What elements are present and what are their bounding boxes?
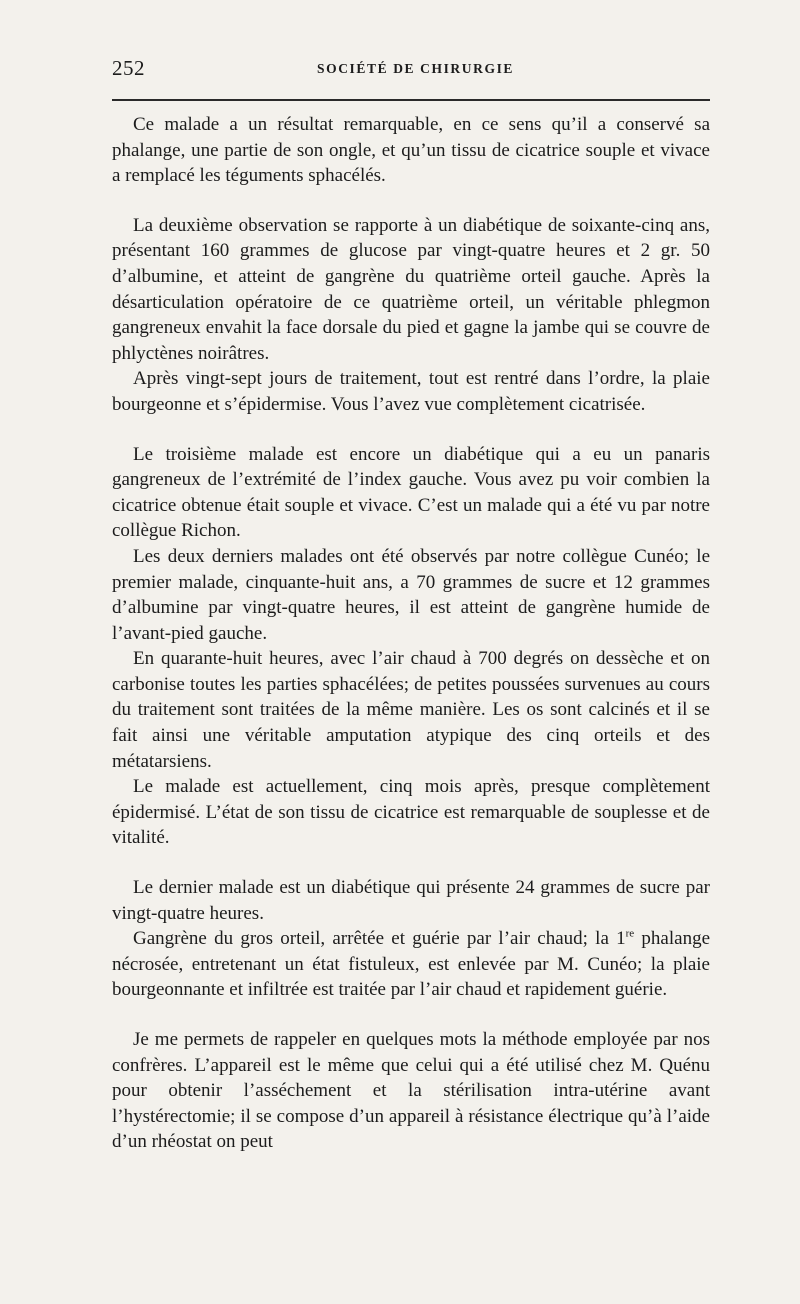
paragraph: Les deux derniers malades ont été observés par notre collègue Cunéo; le premier malade, cinquante-huit ans, a 70 grammes de sucre et 12 grammes d’albumine par vingt-quatre heures, il est atteint de gangrène humide de l’avant-pied gauche. xyxy=(112,545,710,644)
header-rule xyxy=(112,99,710,101)
paragraph-text: Gangrène du gros orteil, arrêtée et guérie par l’air chaud; la 1 xyxy=(133,928,626,950)
paragraph-text: phalange nécrosée, entretenant un état fistuleux, est enlevée par M. Cunéo; la plaie bourgeonnante et infiltrée est traitée par l’air chaud et rapidement guérie. xyxy=(112,928,711,1001)
paragraph: Après vingt-sept jours de traitement, tout est rentré dans l’ordre, la plaie bourgeonne et s’épidermise. Vous l’avez vue complètement cicatrisée. xyxy=(112,368,710,415)
paragraph: Le dernier malade est un diabétique qui présente 24 grammes de sucre par vingt-quatre heures. xyxy=(112,877,710,924)
ordinal-superscript: re xyxy=(625,927,635,940)
paragraph: En quarante-huit heures, avec l’air chaud à 700 degrés on dessèche et on carbonise toutes les parties sphacélées; de petites poussées survenues au cours du traitement sont traitées de la même manière. Les os sont calcinés et il se fait ainsi une véritable amputation atypique des cinq orteils et des métatarsiens. xyxy=(112,648,710,772)
paragraph: La deuxième observation se rapporte à un diabétique de soixante-cinq ans, présentant 160 grammes de glucose par vingt-quatre heures et 2 gr. 50 d’albumine, et atteint de gangrène du quatrième orteil gauche. Après la désarticulation opératoire de ce quatrième orteil, un véritable phlegmon gangreneux envahit la face dorsale du pied et gagne la jambe qui se couvre de phlyctènes noirâtres. xyxy=(112,214,710,364)
paragraph: Ce malade a un résultat remarquable, en ce sens qu’il a conservé sa phalange, une partie de son ongle, et qu’un tissu de cicatrice souple et vivace a remplacé les téguments sphacélés. xyxy=(112,114,710,187)
page-header xyxy=(112,56,710,86)
body-text xyxy=(112,112,710,1155)
paragraph xyxy=(112,926,710,1003)
paragraph: Le troisième malade est encore un diabétique qui a eu un panaris gangreneux de l’extrémité de l’index gauche. Vous avez pu voir combien la cicatrice obtenue était souple et vivace. C’est un malade qui a été vu par notre collègue Richon. xyxy=(112,443,710,542)
page-number: 252 xyxy=(112,56,145,80)
paragraph: Le malade est actuellement, cinq mois après, presque complètement épidermisé. L’état de son tissu de cicatrice est remarquable de souplesse et de vitalité. xyxy=(112,776,710,849)
running-head: SOCIÉTÉ DE CHIRURGIE xyxy=(317,61,515,76)
paragraph: Je me permets de rappeler en quelques mots la méthode employée par nos confrères. L’appareil est le même que celui qui a été utilisé chez M. Quénu pour obtenir l’asséchement et la stérilisation intra-utérine avant l’hystérectomie; il se compose d’un appareil à résistance électrique qu’à l’aide d’un rhéostat on peut xyxy=(112,1029,710,1153)
